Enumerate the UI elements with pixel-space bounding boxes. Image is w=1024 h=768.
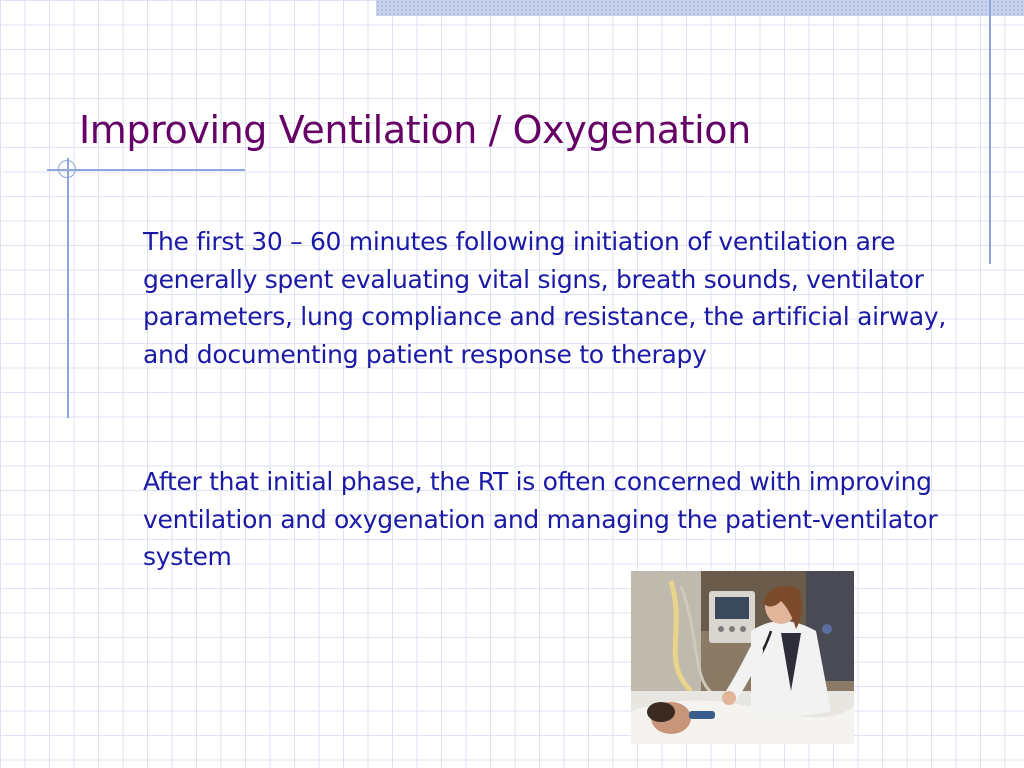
decorative-title-rule [47,169,245,171]
body-paragraph-1: The first 30 – 60 minutes following initiation of ventilation are generally spent evaluating vital signs, breath sounds, ventilator parameters, lung compliance and resistance, the artificial airway, and documenting patient response to therapy [143,227,947,369]
decorative-circle-icon [58,160,76,178]
decorative-left-rule [67,158,69,418]
decorative-right-rule [989,0,991,264]
slide-title: Improving Ventilation / Oxygenation [79,108,751,152]
patient-care-photo [631,571,854,744]
body-paragraph-2: After that initial phase, the RT is often concerned with improving ventilation and oxygenation and managing the patient-ventilator system [143,467,938,571]
decorative-top-band [376,0,1024,16]
